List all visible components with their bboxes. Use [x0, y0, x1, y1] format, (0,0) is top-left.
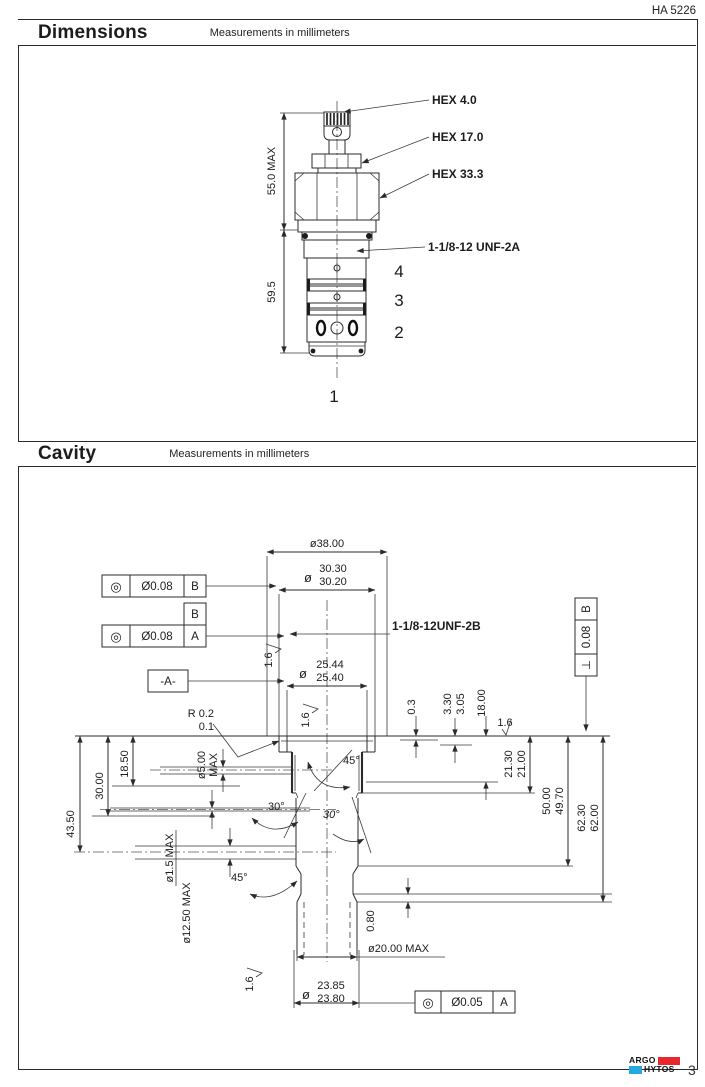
- fcf3-datum: B: [581, 605, 593, 613]
- svg-text:1.6: 1.6: [497, 717, 513, 729]
- svg-text:1.6: 1.6: [263, 652, 275, 668]
- depth21-lower: 21.00: [516, 750, 528, 778]
- dimensions-title: Dimensions: [38, 21, 148, 43]
- dim-depth-30: [94, 736, 108, 816]
- dim-depth-3-3: [440, 693, 472, 763]
- dia25-upper: 25.44: [316, 659, 344, 671]
- dim-depth-62: [576, 736, 603, 902]
- port-1-label: 1: [329, 387, 339, 406]
- datum-a-flag: [148, 670, 284, 692]
- valve-length-dim: 59.5: [266, 281, 278, 303]
- dim-step-0-3: [400, 699, 438, 758]
- port-4-label: 4: [394, 262, 404, 281]
- dim-dia5: [196, 749, 223, 792]
- fcf2-symbol: ◎: [110, 629, 122, 644]
- cavity-thread-callout: [290, 619, 481, 634]
- depth62-upper: 62.30: [576, 804, 588, 832]
- dia25-lower: 25.40: [316, 672, 344, 684]
- datum-a-label: -A-: [160, 676, 176, 688]
- depth50-lower: 49.70: [554, 787, 566, 815]
- dia23-upper: 23.85: [317, 980, 345, 992]
- hex4-label: HEX 4.0: [432, 93, 477, 107]
- argo-hytos-logo: [629, 1056, 685, 1074]
- radius-upper: R 0.2: [187, 708, 214, 720]
- dia30-lower: 30.20: [319, 576, 347, 588]
- step0-3-label: 0.3: [406, 699, 418, 715]
- valve-dim-59: [266, 230, 309, 353]
- angle-30-left: [252, 801, 298, 829]
- dim-depth-43-5: [65, 736, 80, 852]
- dim-step-0-8: [365, 878, 408, 932]
- fcf3-tolerance: 0.08: [581, 625, 593, 649]
- fcf-concentricity-a-bottom: [415, 991, 515, 1013]
- radius-lower: 0.1: [198, 721, 214, 733]
- fcf3-symbol: ⊥: [581, 659, 593, 671]
- fcf2-tolerance: Ø0.08: [141, 631, 173, 643]
- fcf-concentricity-a: [102, 603, 284, 647]
- dia25-symbol: ø: [299, 666, 307, 681]
- fcf-concentricity-b: [102, 575, 276, 597]
- radius-callout: [188, 708, 279, 757]
- dia38-label: ø38.00: [309, 538, 345, 550]
- svg-text:1.6: 1.6: [300, 712, 312, 728]
- dim-dia38: [267, 538, 387, 552]
- dim-depth-18: [366, 689, 498, 800]
- dimensions-subtitle: Measurements in millimeters: [209, 26, 350, 39]
- finish-mark-thread: [263, 644, 281, 668]
- fcf2-upper-datum: B: [191, 609, 199, 621]
- fcf1-symbol: ◎: [110, 579, 122, 594]
- finish-mark-bottom: [244, 968, 262, 992]
- depth21-upper: 21.30: [503, 750, 515, 778]
- dia5-line1: ø5.00: [196, 750, 208, 780]
- angle-45-bottom: [231, 872, 297, 897]
- fcf1-datum: B: [191, 581, 199, 593]
- depth18-5-label: 18.50: [119, 750, 131, 778]
- dia23-lower: 23.80: [317, 993, 345, 1005]
- valve-thread-label: 1-1/8-12 UNF-2A: [428, 240, 521, 254]
- logo-hytos-text: HYTOS: [644, 1064, 675, 1074]
- logo-blue-block: [629, 1066, 642, 1074]
- dia12-5-label: ø12.50 MAX: [181, 882, 193, 944]
- angle-45-top: [308, 750, 360, 791]
- dia30-symbol: ø: [304, 570, 312, 585]
- document-reference: HA 5226: [651, 5, 696, 17]
- dim-dia23: [294, 950, 415, 1008]
- finish-mark-face: [497, 717, 512, 735]
- finish-mark-seal-bore: [300, 704, 318, 728]
- dia5-line2: MAX: [208, 753, 220, 777]
- cavity-thread-label: 1-1/8-12UNF-2B: [392, 619, 481, 633]
- port-2-label: 2: [394, 323, 404, 342]
- cavity-subtitle: Measurements in millimeters: [169, 448, 310, 460]
- dia20-label: ø20.00 MAX: [368, 943, 430, 955]
- depth18-label: 18.00: [476, 689, 488, 717]
- fcf2-datum: A: [191, 631, 199, 643]
- dimensions-section-header: [18, 20, 696, 46]
- valve-drawing: [250, 85, 580, 415]
- angle30-left-label: 30°: [268, 801, 285, 813]
- dim-dia1-5: [164, 790, 212, 886]
- svg-text:1.6: 1.6: [244, 976, 256, 992]
- cavity-section-header: [18, 441, 696, 467]
- fcf4-tolerance: Ø0.05: [451, 997, 483, 1009]
- hex33-label: HEX 33.3: [432, 167, 484, 181]
- dim-depth-50: [541, 736, 568, 866]
- depth3-3-upper: 3.30: [442, 693, 454, 715]
- depth43-5-label: 43.50: [65, 810, 77, 838]
- port-3-label: 3: [394, 291, 404, 310]
- oring-groove-band-2: [307, 303, 366, 315]
- fcf-perpendicularity-b: [575, 598, 597, 731]
- step0-8-label: 0.80: [365, 910, 377, 932]
- dia1-5-label: ø1.5 MAX: [164, 833, 176, 883]
- fcf1-tolerance: Ø0.08: [141, 581, 173, 593]
- angle30-right-label: 30°: [323, 809, 340, 821]
- cavity-drawing: [60, 520, 700, 1040]
- depth30-label: 30.00: [94, 772, 106, 800]
- dim-depth-18-5: [119, 736, 133, 786]
- dia23-symbol: ø: [302, 987, 310, 1002]
- cavity-title: Cavity: [38, 443, 97, 464]
- angle45-top-label: 45°: [343, 755, 360, 767]
- dim-dia25: [287, 659, 367, 686]
- logo-argo-text: ARGO: [629, 1055, 656, 1065]
- valve-height-dim: 55.0 MAX: [266, 146, 278, 196]
- oring-groove-band-1: [307, 279, 366, 291]
- fcf4-symbol: ◎: [422, 995, 434, 1010]
- dim-dia20: [297, 943, 445, 961]
- fcf4-datum: A: [500, 997, 508, 1009]
- depth3-3-lower: 3.05: [455, 693, 467, 715]
- hex17-label: HEX 17.0: [432, 130, 484, 144]
- dim-dia12-5: [181, 828, 230, 944]
- page-number: 3: [688, 1062, 696, 1078]
- dia30-upper: 30.30: [319, 563, 347, 575]
- angle45-bottom-label: 45°: [231, 872, 248, 884]
- depth62-lower: 62.00: [589, 804, 601, 832]
- dim-depth-21: [503, 736, 530, 793]
- dim-dia30: [279, 563, 375, 590]
- depth50-upper: 50.00: [541, 787, 553, 815]
